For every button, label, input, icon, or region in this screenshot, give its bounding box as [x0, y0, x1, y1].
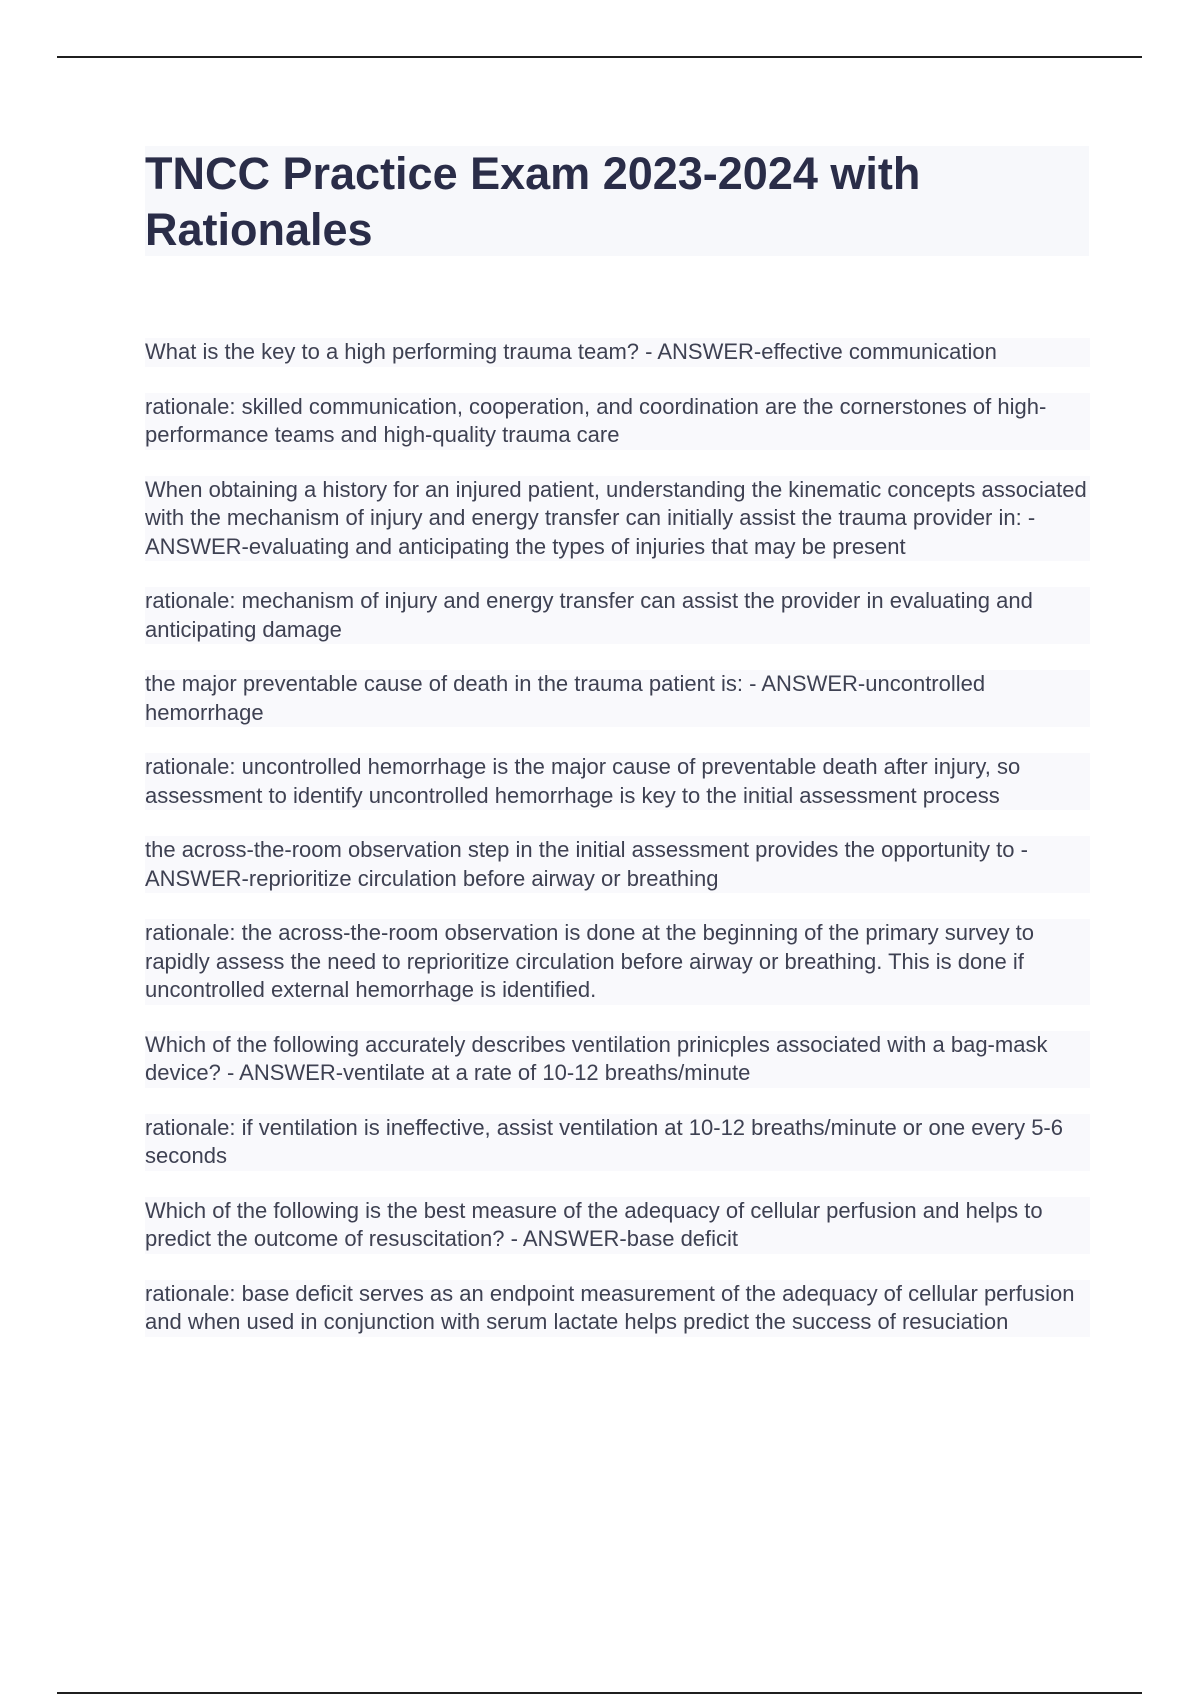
rationale-paragraph: rationale: the across-the-room observation is done at the beginning of the primary survey to rapidly assess the need to reprioritize circulation before airway or breathing. This is done if uncontrolled external hemorrhage is identified.: [145, 919, 1090, 1005]
rationale-paragraph: rationale: uncontrolled hemorrhage is the major cause of preventable death after injury, so assessment to identify uncontrolled hemorrhage is key to the initial assessment process: [145, 753, 1090, 810]
question-paragraph: When obtaining a history for an injured patient, understanding the kinematic concepts associated with the mechanism of injury and energy transfer can initially assist the trauma provider in: - ANSWER-evaluating and anticipating the types of injuries that may be present: [145, 476, 1090, 562]
document-title: TNCC Practice Exam 2023-2024 with Rationales: [145, 148, 921, 255]
question-paragraph: Which of the following accurately describes ventilation prinicples associated with a bag-mask device? - ANSWER-ventilate at a rate of 10-12 breaths/minute: [145, 1031, 1090, 1088]
question-paragraph: the across-the-room observation step in the initial assessment provides the opportunity to - ANSWER-reprioritize circulation before airway or breathing: [145, 836, 1090, 893]
top-rule: [57, 56, 1142, 58]
question-paragraph: What is the key to a high performing trauma team? - ANSWER-effective communication: [145, 338, 1090, 367]
question-paragraph: the major preventable cause of death in the trauma patient is: - ANSWER-uncontrolled hemorrhage: [145, 670, 1090, 727]
bottom-rule: [57, 1692, 1142, 1694]
rationale-paragraph: rationale: skilled communication, cooperation, and coordination are the cornerstones of high-performance teams and high-quality trauma care: [145, 393, 1090, 450]
question-paragraph: Which of the following is the best measure of the adequacy of cellular perfusion and helps to predict the outcome of resuscitation? - ANSWER-base deficit: [145, 1197, 1090, 1254]
rationale-paragraph: rationale: if ventilation is ineffective, assist ventilation at 10-12 breaths/minute or one every 5-6 seconds: [145, 1114, 1090, 1171]
rationale-paragraph: rationale: mechanism of injury and energy transfer can assist the provider in evaluating and anticipating damage: [145, 587, 1090, 644]
document-body: [145, 338, 1090, 1363]
rationale-paragraph: rationale: base deficit serves as an endpoint measurement of the adequacy of cellular perfusion and when used in conjunction with serum lactate helps predict the success of resuciation: [145, 1280, 1090, 1337]
